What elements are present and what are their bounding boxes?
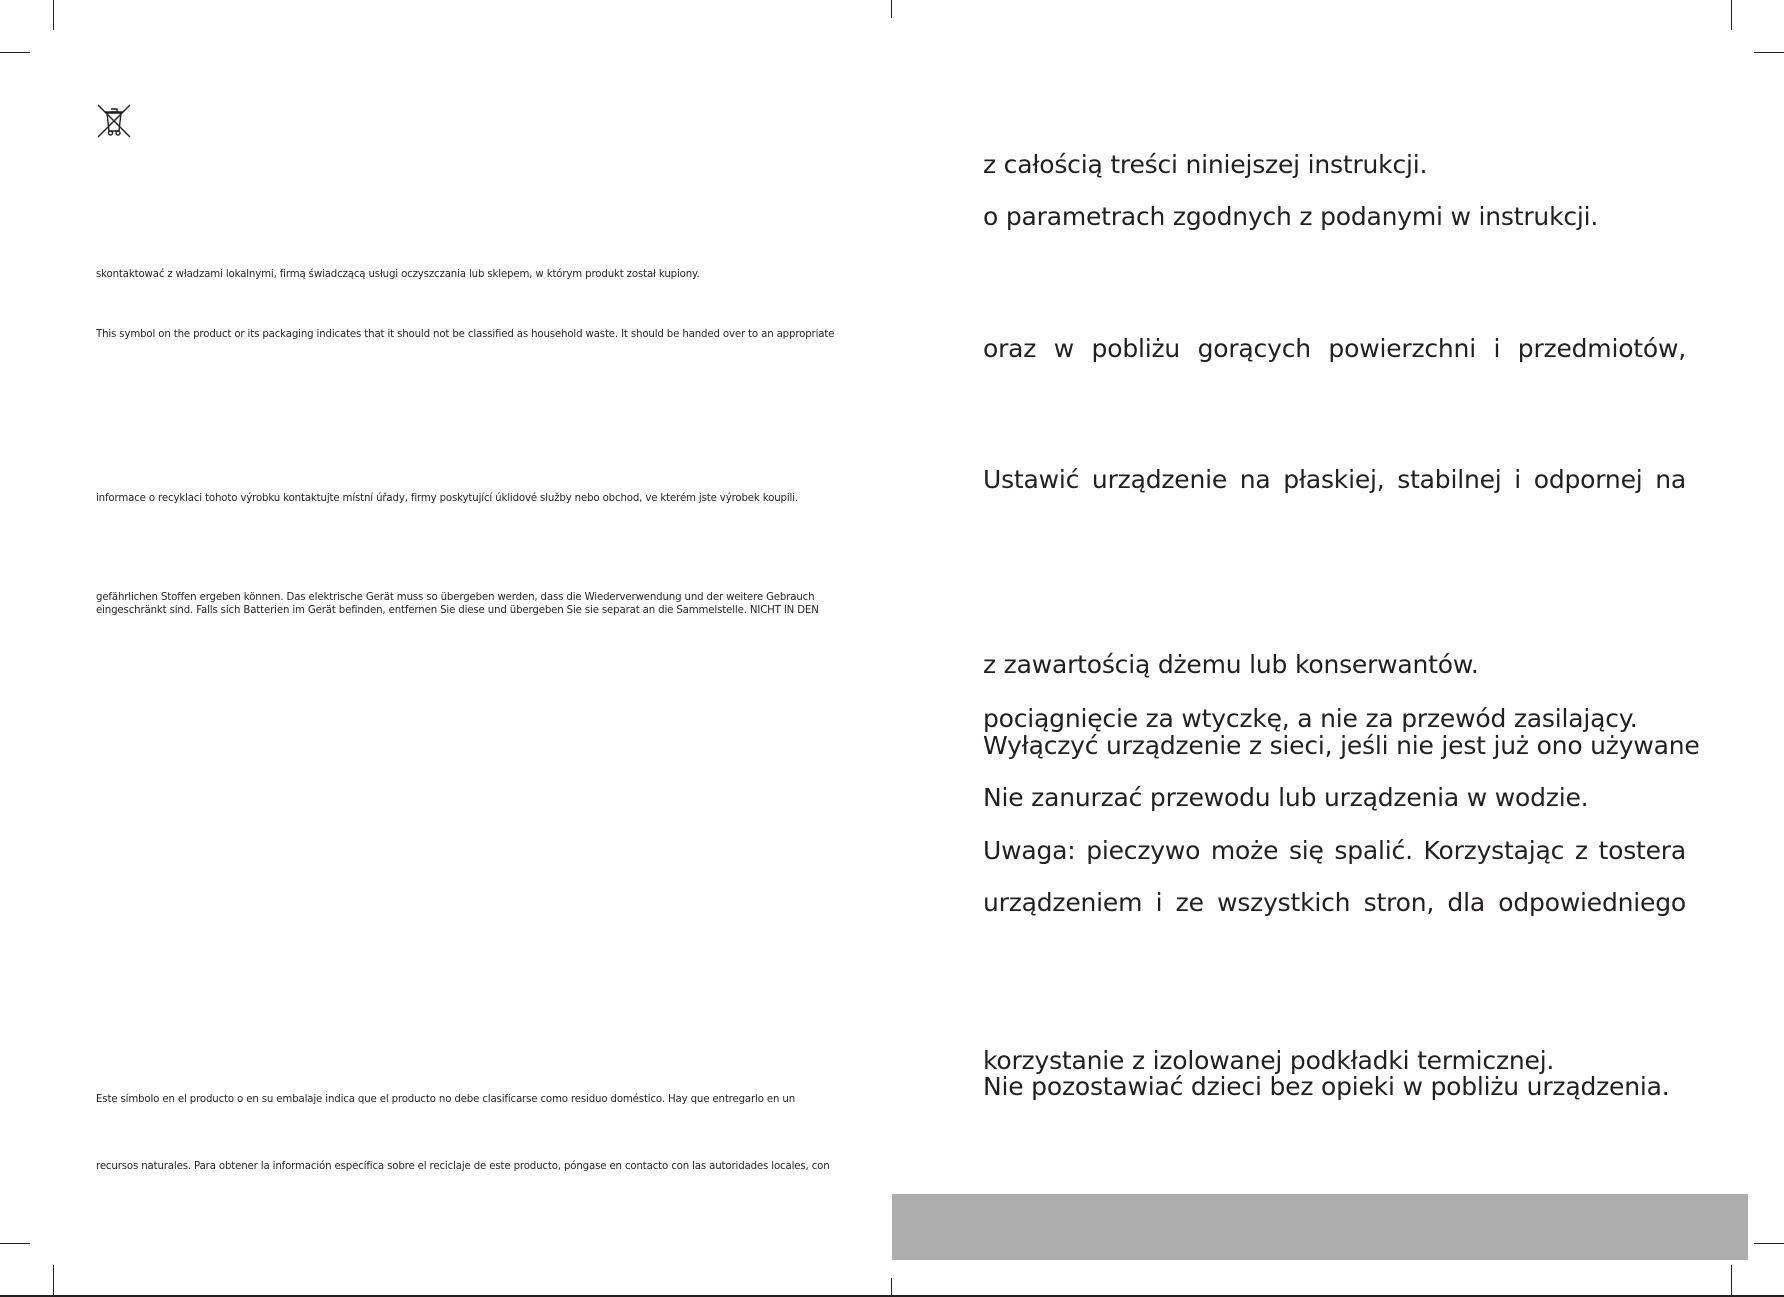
crop-mark bbox=[891, 0, 892, 18]
crop-mark bbox=[1754, 1243, 1784, 1244]
instruction-line: pociągnięcie za wtyczkę, a nie za przewód zasilający. bbox=[983, 704, 1638, 733]
instruction-line: Ustawić urządzenie na płaskiej, stabilnej i odpornej na bbox=[983, 465, 1686, 494]
instruction-line: z zawartością dżemu lub konserwantów. bbox=[983, 650, 1479, 679]
disposal-text-line: Este símbolo en el producto o en su embalaje indica que el producto no debe clasificarse como residuo doméstico. Hay que entregarlo en un bbox=[96, 1094, 796, 1105]
instruction-line: oraz w pobliżu gorących powierzchni i przedmiotów, bbox=[983, 334, 1686, 363]
instruction-line: urządzeniem i ze wszystkich stron, dla odpowiedniego bbox=[983, 888, 1686, 917]
crop-mark bbox=[1754, 52, 1784, 53]
disposal-text-line: This symbol on the product or its packaging indicates that it should not be classified as household waste. It should be handed over to an appropriate bbox=[96, 329, 835, 340]
crop-mark bbox=[0, 1243, 30, 1244]
disposal-text-line: gefährlichen Stoffen ergeben können. Das elektrische Gerät muss so übergeben werden, dass die Wiederverwendung und der weitere Gebrauch bbox=[96, 592, 815, 603]
crossed-out-wheelie-bin-icon bbox=[96, 103, 132, 139]
crop-mark bbox=[0, 52, 30, 53]
crop-mark bbox=[1731, 1265, 1732, 1297]
disposal-text-line: informace o recyklaci tohoto výrobku kontaktujte místní úřady, firmy poskytující úklidové služby nebo obchod, ve kterém jste výrobek koupili. bbox=[96, 493, 798, 504]
instruction-line: Wyłączyć urządzenie z sieci, jeśli nie jest już ono używane bbox=[983, 731, 1700, 760]
page-footer-bar bbox=[892, 1194, 1748, 1260]
instruction-line: Nie zanurzać przewodu lub urządzenia w wodzie. bbox=[983, 783, 1589, 812]
instruction-line: Nie pozostawiać dzieci bez opieki w pobliżu urządzenia. bbox=[983, 1072, 1670, 1101]
crop-mark bbox=[53, 1265, 54, 1297]
disposal-text-line: skontaktować z władzami lokalnymi, firmą świadczącą usługi oczyszczania lub sklepem, w którym produkt został kupiony. bbox=[96, 269, 700, 280]
instruction-line: Uwaga: pieczywo może się spalić. Korzystając z tostera bbox=[983, 836, 1686, 865]
disposal-text-line: eingeschränkt sind. Falls sich Batterien im Gerät befinden, entfernen Sie diese und übergeben Sie sie separat an die Sammelstelle. NICHT IN DEN bbox=[96, 605, 819, 616]
instruction-line: korzystanie z izolowanej podkładki termicznej. bbox=[983, 1046, 1555, 1075]
crop-mark bbox=[53, 0, 54, 30]
instruction-line: o parametrach zgodnych z podanymi w instrukcji. bbox=[983, 202, 1599, 231]
instruction-line: z całością treści niniejszej instrukcji. bbox=[983, 150, 1428, 179]
disposal-text-line: recursos naturales. Para obtener la información específica sobre el reciclaje de este producto, póngase en contacto con las autoridades locales, con bbox=[96, 1161, 830, 1172]
crop-mark bbox=[1731, 0, 1732, 30]
